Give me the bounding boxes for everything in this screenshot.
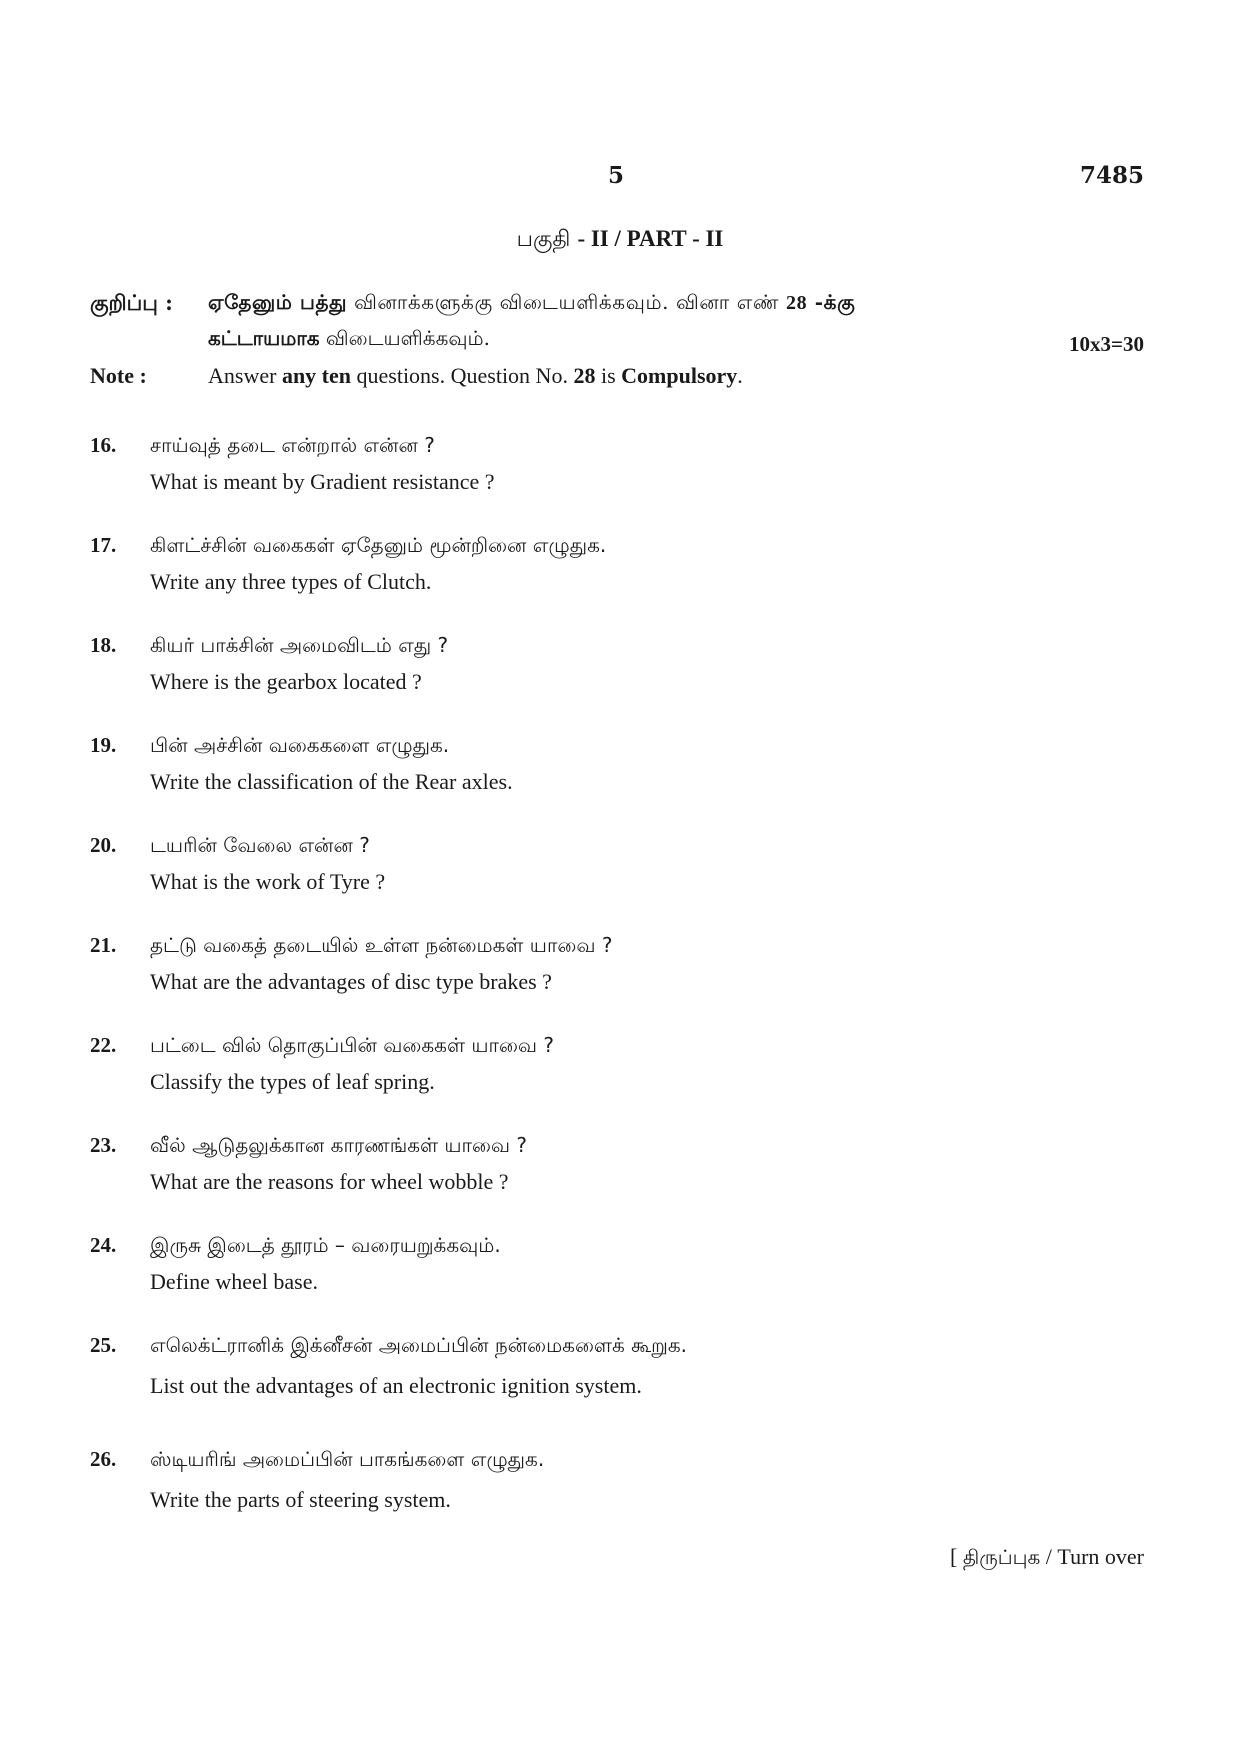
part-title: [0, 226, 1240, 255]
note-english-label: Note :: [90, 363, 147, 388]
question-english: What are the reasons for wheel wobble ?: [150, 1169, 509, 1194]
question-english: What is meant by Gradient resistance ?: [150, 469, 495, 494]
question-tamil: கிளட்ச்சின் வகைகள் ஏதேனும் மூன்றினை எழுதுக.: [150, 533, 607, 557]
note-tamil-compulsory: கட்டாயமாக: [208, 326, 320, 350]
note-en-question-number: 28: [573, 363, 596, 388]
question-english: Where is the gearbox located ?: [150, 669, 422, 694]
question-tamil: பின் அச்சின் வகைகளை எழுதுக.: [150, 733, 450, 757]
note-tamil-text-2: விடையளிக்கவும்.: [319, 326, 490, 350]
note-en-part-4: .: [737, 363, 743, 388]
note-en-part-2: questions. Question No.: [351, 363, 574, 388]
question-english: List out the advantages of an electronic ignition system.: [150, 1373, 642, 1398]
question-number: 22.: [90, 1033, 117, 1057]
question-tamil: டயரின் வேலை என்ன ?: [150, 833, 370, 857]
question-tamil: பட்டை வில் தொகுப்பின் வகைகள் யாவை ?: [150, 1033, 554, 1057]
question-tamil: எலெக்ட்ரானிக் இக்னீசன் அமைப்பின் நன்மைகளைக் கூறுக.: [150, 1333, 688, 1357]
note-tamil-label: குறிப்பு :: [90, 290, 173, 315]
question-number: 25.: [90, 1333, 117, 1357]
question-tamil: சாய்வுத் தடை என்றால் என்ன ?: [150, 433, 435, 457]
note-en-any-ten: any ten: [281, 363, 351, 388]
note-en-compulsory: Compulsory: [621, 363, 738, 388]
note-tamil-suffix: -க்கு: [807, 290, 856, 314]
question-number: 18.: [90, 633, 117, 657]
question-number: 16.: [90, 433, 117, 457]
note-tamil-line-1: [208, 290, 1108, 317]
question-tamil: ஸ்டியரிங் அமைப்பின் பாகங்களை எழுதுக.: [150, 1447, 545, 1471]
turn-over-footer: [950, 1544, 1144, 1572]
turn-over-english: / Turn over: [1040, 1544, 1144, 1569]
question-english: Write the classification of the Rear axles.: [150, 769, 513, 794]
question-number: 21.: [90, 933, 117, 957]
marks: 10x3=30: [1069, 332, 1144, 356]
question-english: Write the parts of steering system.: [150, 1487, 451, 1512]
turn-over-tamil: திருப்புக: [962, 1545, 1041, 1569]
question-number: 24.: [90, 1233, 117, 1257]
note-tamil-question-number: 28: [786, 292, 808, 314]
note-english-text: [208, 363, 743, 389]
note-tamil-line-2: [208, 326, 490, 353]
turn-over-bracket: [: [949, 1544, 963, 1569]
question-number: 17.: [90, 533, 117, 557]
question-english: Define wheel base.: [150, 1269, 318, 1294]
page-number: 5: [608, 162, 625, 189]
question-tamil: வீல் ஆடுதலுக்கான காரணங்கள் யாவை ?: [150, 1133, 528, 1157]
part-title-tamil: பகுதி: [516, 227, 571, 252]
paper-code: 7485: [1079, 162, 1144, 189]
note-en-part-1: Answer: [208, 363, 282, 388]
question-tamil: கியர் பாக்சின் அமைவிடம் எது ?: [150, 633, 449, 657]
note-en-part-3: is: [595, 363, 622, 388]
question-number: 19.: [90, 733, 117, 757]
question-english: What are the advantages of disc type brakes ?: [150, 969, 552, 994]
question-english: What is the work of Tyre ?: [150, 869, 386, 894]
question-english: Classify the types of leaf spring.: [150, 1069, 435, 1094]
note-tamil-any-ten: ஏதேனும் பத்து: [208, 290, 348, 314]
question-number: 20.: [90, 833, 117, 857]
question-number: 26.: [90, 1447, 117, 1471]
note-tamil-text-1: வினாக்களுக்கு விடையளிக்கவும். வினா எண்: [347, 290, 787, 314]
question-english: Write any three types of Clutch.: [150, 569, 432, 594]
question-number: 23.: [90, 1133, 117, 1157]
question-tamil: தட்டு வகைத் தடையில் உள்ள நன்மைகள் யாவை ?: [150, 933, 613, 957]
part-title-english: - II / PART - II: [577, 226, 724, 251]
question-tamil: இருசு இடைத் தூரம் – வரையறுக்கவும்.: [150, 1233, 501, 1257]
